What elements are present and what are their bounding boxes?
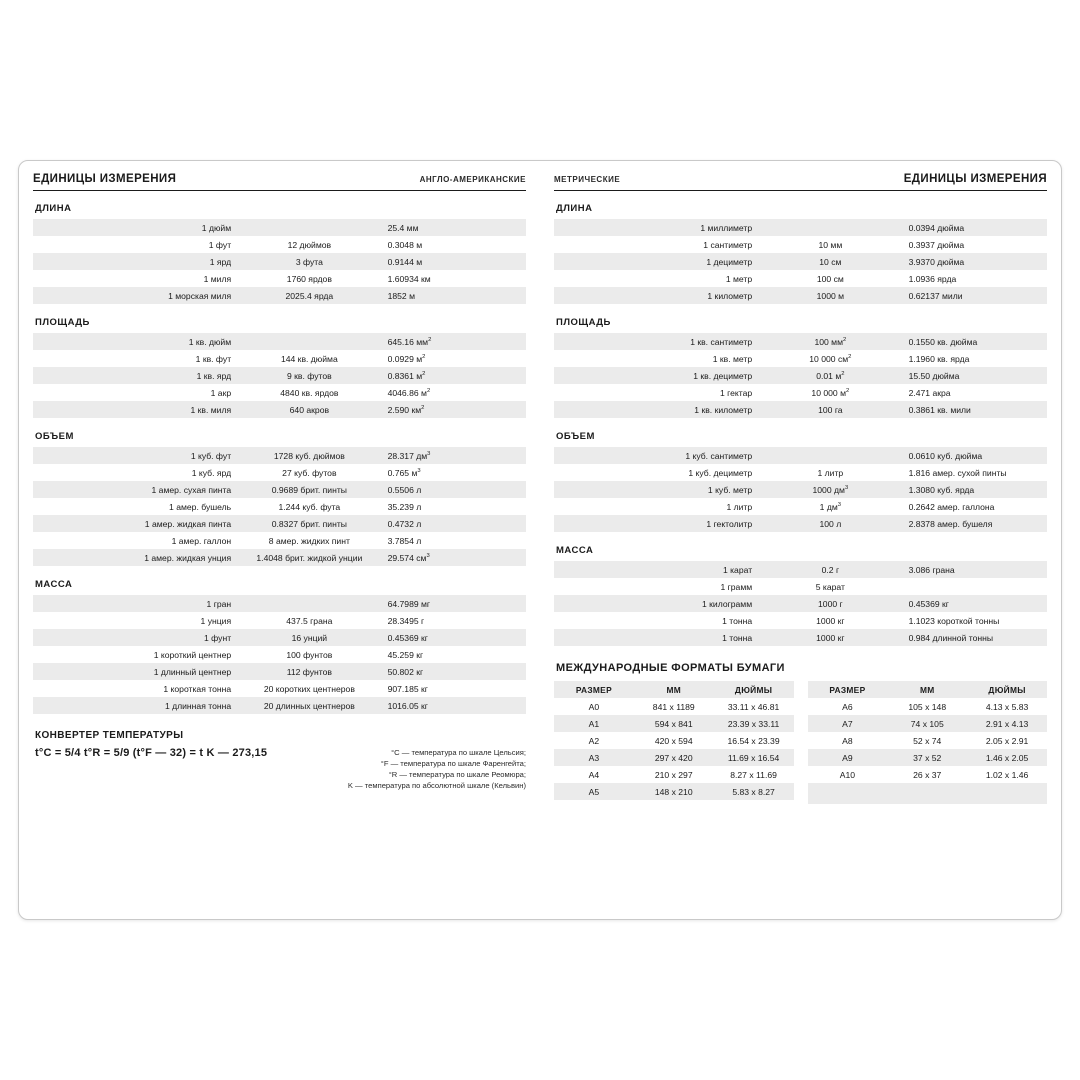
table-cell: 1 куб. дециметр [688, 467, 753, 478]
table-row [554, 447, 1047, 464]
table-cell: 0.3861 кв. мили [903, 401, 1047, 418]
table-cell: 1 кв. сантиметр [554, 333, 758, 350]
table-cell: 1000 кг [816, 615, 845, 626]
table-cell: 1 литр [726, 501, 753, 512]
table-cell: 1 акр [210, 387, 232, 398]
table-cell: 1 килограмм [554, 595, 758, 612]
right-header-subtitle: МЕТРИЧЕСКИЕ [554, 175, 621, 184]
table-cell: 0.765 $м^3$ [387, 467, 421, 478]
table-cell: 1 длинная тонна [33, 697, 237, 714]
table-cell: 1 короткий центнер [153, 649, 232, 660]
table-cell [758, 219, 902, 236]
table-row [33, 333, 526, 350]
table-row [554, 253, 1047, 270]
temperature-title: КОНВЕРТЕР ТЕМПЕРАТУРЫ [35, 730, 184, 741]
table-row [33, 270, 526, 287]
table-cell: 100 $мм^2$ [758, 333, 902, 350]
table-row [554, 715, 794, 732]
table-cell: 1 короткая тонна [163, 683, 232, 694]
table-cell: 0.9144 м [382, 253, 526, 270]
table-cell: 27 куб. футов [282, 467, 337, 478]
table-row [554, 367, 1047, 384]
table-cell: 16 унций [237, 629, 381, 646]
table-cell: 0.0610 куб. дюйма [903, 447, 1047, 464]
table-cell: 0.01 $м^2$ [758, 367, 902, 384]
table-cell: 9 кв. футов [237, 367, 381, 384]
left-header-subtitle: АНГЛО-АМЕРИКАНСКИЕ [419, 175, 526, 184]
table-row [33, 646, 526, 663]
table-cell: 5 карат [815, 581, 845, 592]
table-cell: 1 тонна [722, 615, 753, 626]
paper-formats-block [554, 662, 1047, 804]
table-cell: 10 000 $м^2$ [811, 387, 850, 398]
table-cell: 3 фута [237, 253, 381, 270]
table-cell: 28.317 $дм^3$ [382, 447, 526, 464]
table-cell: 0.8327 брит. пинты [237, 515, 381, 532]
table-cell: 29.574 $см^3$ [382, 549, 526, 566]
table-cell: 1 кв. дюйм [33, 333, 237, 350]
table-cell: 28.3495 г [387, 615, 425, 626]
unit-section [554, 431, 1047, 532]
table-cell-empty [808, 783, 888, 804]
table-row [554, 766, 794, 783]
table-cell: 0.2642 амер. галлона [908, 501, 995, 512]
table-cell: 1.60934 км [387, 273, 431, 284]
table-cell: 26 x 37 [913, 769, 942, 780]
table-cell: 100 га [758, 401, 902, 418]
table-cell: 1 грамм [720, 581, 753, 592]
table-cell [237, 219, 381, 236]
right-column-header [554, 173, 1047, 191]
temperature-note: °F — температура по шкале Фаренгейта; [380, 759, 526, 768]
table-cell: 100 см [816, 273, 844, 284]
table-cell: 645.16 $мм^2$ [382, 333, 526, 350]
table-row [554, 732, 794, 749]
table-cell: 1 дециметр [554, 253, 758, 270]
table-row [33, 219, 526, 236]
table-row [554, 595, 1047, 612]
table-cell: A9 [808, 749, 888, 766]
unit-table [33, 447, 526, 566]
section-title: ОБЪЕМ [35, 431, 74, 442]
unit-table [554, 219, 1047, 304]
table-cell: A4 [588, 769, 600, 780]
right-sections [554, 203, 1047, 646]
table-cell: 0.9689 брит. пинты [237, 481, 381, 498]
table-cell: 1 амер. жидкая унция [33, 549, 237, 566]
table-row [554, 401, 1047, 418]
left-header-title: ЕДИНИЦЫ ИЗМЕРЕНИЯ [33, 173, 177, 185]
paper-table-right [808, 681, 1048, 804]
left-column [33, 173, 540, 909]
table-cell: A6 [842, 701, 853, 712]
table-row [554, 333, 1047, 350]
table-cell: 0.4732 л [382, 515, 526, 532]
table-cell: 1 тонна [554, 629, 758, 646]
unit-table [554, 447, 1047, 532]
table-cell: 112 фунтов [237, 663, 381, 680]
table-cell: 1.1960 кв. ярда [908, 353, 970, 364]
table-cell: 594 x 841 [634, 715, 714, 732]
paper-formats-title: МЕЖДУНАРОДНЫЕ ФОРМАТЫ БУМАГИ [556, 662, 785, 674]
table-row [808, 715, 1048, 732]
table-cell: A7 [808, 715, 888, 732]
paper-column-header: ДЮЙМЫ [967, 681, 1047, 698]
table-cell: 1 миллиметр [554, 219, 758, 236]
table-cell: 74 x 105 [887, 715, 967, 732]
table-cell: 20 коротких центнеров [263, 683, 355, 694]
paper-column-header: ММ [887, 681, 967, 698]
table-cell: 1.4048 брит. жидкой унции [237, 549, 381, 566]
temperature-block [33, 730, 526, 791]
table-cell: 640 акров [237, 401, 381, 418]
table-cell: 0.984 длинной тонны [903, 629, 1047, 646]
temperature-formula: t°C = 5/4 t°R = 5/9 (t°F — 32) = t K — 273,15 [35, 747, 268, 759]
table-cell: 1 кв. фут [195, 353, 232, 364]
paper-table-left [554, 681, 794, 804]
table-cell: 1 фут [208, 239, 232, 250]
table-cell: 1 гран [33, 595, 237, 612]
table-cell: 37 x 52 [887, 749, 967, 766]
temperature-note: °C — температура по шкале Цельсия; [391, 748, 526, 757]
table-row [33, 287, 526, 304]
table-cell: 8.27 x 11.69 [730, 769, 777, 780]
table-cell: 1.46 x 2.05 [967, 749, 1047, 766]
table-cell: 5.83 x 8.27 [714, 783, 794, 800]
table-cell: 0.5506 л [382, 481, 526, 498]
table-cell: 100 фунтов [286, 649, 333, 660]
table-row [33, 481, 526, 498]
table-cell: 0.3048 м [387, 239, 423, 250]
table-row [554, 612, 1047, 629]
temperature-note: °R — температура по шкале Реомюра; [388, 770, 526, 779]
table-cell: 8 амер. жидких пинт [268, 535, 350, 546]
unit-table [33, 219, 526, 304]
unit-section [554, 203, 1047, 304]
table-cell: 3.086 грана [903, 561, 1047, 578]
paper-column-header: РАЗМЕР [808, 681, 888, 698]
table-cell: 1.02 x 1.46 [985, 769, 1029, 780]
table-row [33, 697, 526, 714]
table-cell: 16.54 x 23.39 [727, 735, 780, 746]
table-cell: 12 дюймов [287, 239, 332, 250]
table-cell: 1016.05 кг [382, 697, 526, 714]
table-row [554, 698, 794, 715]
table-cell: 1 куб. фут [33, 447, 237, 464]
table-row [554, 515, 1047, 532]
table-row [554, 384, 1047, 401]
table-cell [237, 333, 381, 350]
table-cell: 1 амер. бушель [169, 501, 232, 512]
table-cell: 297 x 420 [634, 749, 714, 766]
table-row [33, 384, 526, 401]
table-cell: 1 кв. ярд [33, 367, 237, 384]
table-cell: 1 метр [725, 273, 753, 284]
table-cell: 3.9370 дюйма [903, 253, 1047, 270]
table-cell: A5 [554, 783, 634, 800]
table-row [33, 532, 526, 549]
right-header-title: ЕДИНИЦЫ ИЗМЕРЕНИЯ [903, 173, 1047, 185]
table-cell: 1 сантиметр [703, 239, 753, 250]
table-row [808, 698, 1048, 715]
table-cell: 45.259 кг [387, 649, 424, 660]
table-cell: 10 000 $см^2$ [809, 353, 852, 364]
table-row [33, 367, 526, 384]
table-cell: A8 [842, 735, 853, 746]
section-title: ПЛОЩАДЬ [35, 317, 90, 328]
table-row [33, 464, 526, 481]
table-cell: 420 x 594 [654, 735, 693, 746]
table-cell: 1 длинный центнер [33, 663, 237, 680]
table-cell: 1 кв. километр [554, 401, 758, 418]
table-row [33, 629, 526, 646]
table-row [808, 766, 1048, 783]
table-cell: 2025.4 ярда [237, 287, 381, 304]
section-title: МАССА [556, 545, 594, 556]
unit-section [33, 579, 526, 714]
table-cell: 1 кв. дециметр [554, 367, 758, 384]
table-cell: 0.2 г [758, 561, 902, 578]
table-cell [237, 595, 381, 612]
table-cell: 1 куб. ярд [191, 467, 232, 478]
table-row [33, 595, 526, 612]
table-row [33, 612, 526, 629]
table-cell: 1.1023 короткой тонны [908, 615, 1000, 626]
table-cell: 4840 кв. ярдов [280, 387, 339, 398]
unit-section [33, 431, 526, 566]
table-cell: 1 километр [554, 287, 758, 304]
table-cell: 1 $дм^3$ [819, 501, 842, 512]
temperature-note: K — температура по абсолютной шкале (Кельвин) [347, 781, 526, 790]
table-cell: 11.69 x 16.54 [714, 749, 794, 766]
table-cell: 1 куб. сантиметр [554, 447, 758, 464]
table-cell: 1 кв. миля [33, 401, 237, 418]
table-row [33, 515, 526, 532]
table-cell: 52 x 74 [913, 735, 942, 746]
table-row [554, 498, 1047, 515]
table-cell: 50.802 кг [382, 663, 526, 680]
table-cell: 1.816 амер. сухой пинты [908, 467, 1007, 478]
left-sections [33, 203, 526, 714]
table-cell: 0.0394 дюйма [903, 219, 1047, 236]
table-row [554, 749, 794, 766]
table-cell: 0.8361 $м^2$ [382, 367, 526, 384]
table-row [808, 732, 1048, 749]
section-title: МАССА [35, 579, 73, 590]
table-cell: 0.45369 кг [382, 629, 526, 646]
table-row [33, 253, 526, 270]
table-cell: 1 куб. метр [554, 481, 758, 498]
table-cell: 4046.86 $м^2$ [387, 387, 431, 398]
table-row [808, 749, 1048, 766]
table-cell: 210 x 297 [654, 769, 693, 780]
table-cell: 1728 куб. дюймов [237, 447, 381, 464]
table-cell: 1000 $дм^3$ [758, 481, 902, 498]
reference-card [18, 160, 1062, 920]
unit-section [33, 203, 526, 304]
table-row [554, 270, 1047, 287]
paper-column-header: ММ [634, 681, 714, 698]
table-cell: 1 амер. сухая пинта [33, 481, 237, 498]
table-cell: 1.3080 куб. ярда [903, 481, 1047, 498]
section-title: ДЛИНА [35, 203, 72, 214]
table-cell: 35.239 л [387, 501, 422, 512]
table-cell: 1 амер. жидкая пинта [33, 515, 237, 532]
table-row-empty [808, 783, 1048, 804]
table-cell: 1 литр [817, 467, 844, 478]
table-cell: 0.62137 мили [903, 287, 1047, 304]
table-cell: 2.05 x 2.91 [985, 735, 1029, 746]
table-cell: 10 см [758, 253, 902, 270]
section-title: ОБЪЕМ [556, 431, 595, 442]
table-row [33, 549, 526, 566]
table-cell: 1000 г [758, 595, 902, 612]
table-cell: 1000 м [758, 287, 902, 304]
table-cell: A10 [839, 769, 856, 780]
table-cell: 0.0929 $м^2$ [387, 353, 426, 364]
table-cell: 1 кв. метр [712, 353, 753, 364]
table-cell: 25.4 мм [382, 219, 526, 236]
table-cell: 1 унция [200, 615, 232, 626]
table-row [554, 350, 1047, 367]
table-cell: 1.0936 ярда [908, 273, 957, 284]
table-row [33, 236, 526, 253]
table-cell [903, 578, 1047, 595]
table-row [33, 401, 526, 418]
paper-column-header: РАЗМЕР [554, 681, 634, 698]
table-cell: 2.91 x 4.13 [967, 715, 1047, 732]
table-cell: 1 миля [203, 273, 232, 284]
table-cell: 0.45369 кг [903, 595, 1047, 612]
table-row [554, 629, 1047, 646]
table-cell: 1852 м [382, 287, 526, 304]
table-row [554, 783, 794, 800]
unit-section [554, 317, 1047, 418]
table-row [554, 561, 1047, 578]
table-row [33, 680, 526, 697]
table-cell: 64.7989 мг [382, 595, 526, 612]
section-title: ПЛОЩАДЬ [556, 317, 611, 328]
table-cell: 1000 кг [758, 629, 902, 646]
table-cell: A1 [554, 715, 634, 732]
table-row [554, 219, 1047, 236]
table-cell: 1 фунт [33, 629, 237, 646]
table-row [33, 447, 526, 464]
table-cell: 4.13 x 5.83 [985, 701, 1029, 712]
unit-table [33, 333, 526, 418]
table-cell: 1760 ярдов [286, 273, 332, 284]
unit-section [33, 317, 526, 418]
paper-column-header: ДЮЙМЫ [714, 681, 794, 698]
table-cell: A3 [554, 749, 634, 766]
table-cell: 1 дюйм [33, 219, 237, 236]
table-cell: 10 мм [818, 239, 843, 250]
unit-table [554, 333, 1047, 418]
table-cell: 0.3937 дюйма [908, 239, 965, 250]
table-row [554, 287, 1047, 304]
table-row [33, 350, 526, 367]
table-cell: 907.185 кг [387, 683, 428, 694]
table-row [554, 236, 1047, 253]
table-cell: 2.590 $км^2$ [382, 401, 526, 418]
table-cell: 23.39 x 33.11 [714, 715, 794, 732]
unit-table [33, 595, 526, 714]
table-cell [758, 447, 902, 464]
table-row [554, 481, 1047, 498]
table-row [33, 663, 526, 680]
right-column [540, 173, 1047, 909]
table-cell: 1 карат [554, 561, 758, 578]
table-row [554, 578, 1047, 595]
unit-table [554, 561, 1047, 646]
table-cell: 1.244 куб. фута [278, 501, 341, 512]
table-cell-empty [967, 783, 1047, 804]
table-cell: 437.5 грана [286, 615, 333, 626]
table-cell: 841 x 1189 [652, 701, 695, 712]
table-cell: A0 [588, 701, 600, 712]
left-column-header [33, 173, 526, 191]
paper-format-table [554, 681, 794, 800]
table-cell: 100 л [758, 515, 902, 532]
table-cell: 1 морская миля [33, 287, 237, 304]
table-cell: 1 гектар [719, 387, 753, 398]
table-cell: A2 [588, 735, 600, 746]
table-cell: 33.11 x 46.81 [727, 701, 780, 712]
table-row [33, 498, 526, 515]
unit-section [554, 545, 1047, 646]
paper-format-table [808, 681, 1048, 804]
table-cell: 15.50 дюйма [903, 367, 1047, 384]
table-cell: 2.8378 амер. бушеля [903, 515, 1047, 532]
table-cell: 105 x 148 [908, 701, 947, 712]
table-cell: 1 ярд [33, 253, 237, 270]
table-cell: 20 длинных центнеров [237, 697, 381, 714]
table-cell: 0.1550 кв. дюйма [903, 333, 1047, 350]
table-cell: 144 кв. дюйма [280, 353, 338, 364]
table-cell: 1 амер. галлон [171, 535, 232, 546]
table-cell: 3.7854 л [387, 535, 422, 546]
table-row [554, 464, 1047, 481]
table-cell-empty [887, 783, 967, 804]
table-cell: 2.471 акра [908, 387, 951, 398]
section-title: ДЛИНА [556, 203, 593, 214]
table-cell: 1 гектолитр [554, 515, 758, 532]
table-cell: 148 x 210 [634, 783, 714, 800]
